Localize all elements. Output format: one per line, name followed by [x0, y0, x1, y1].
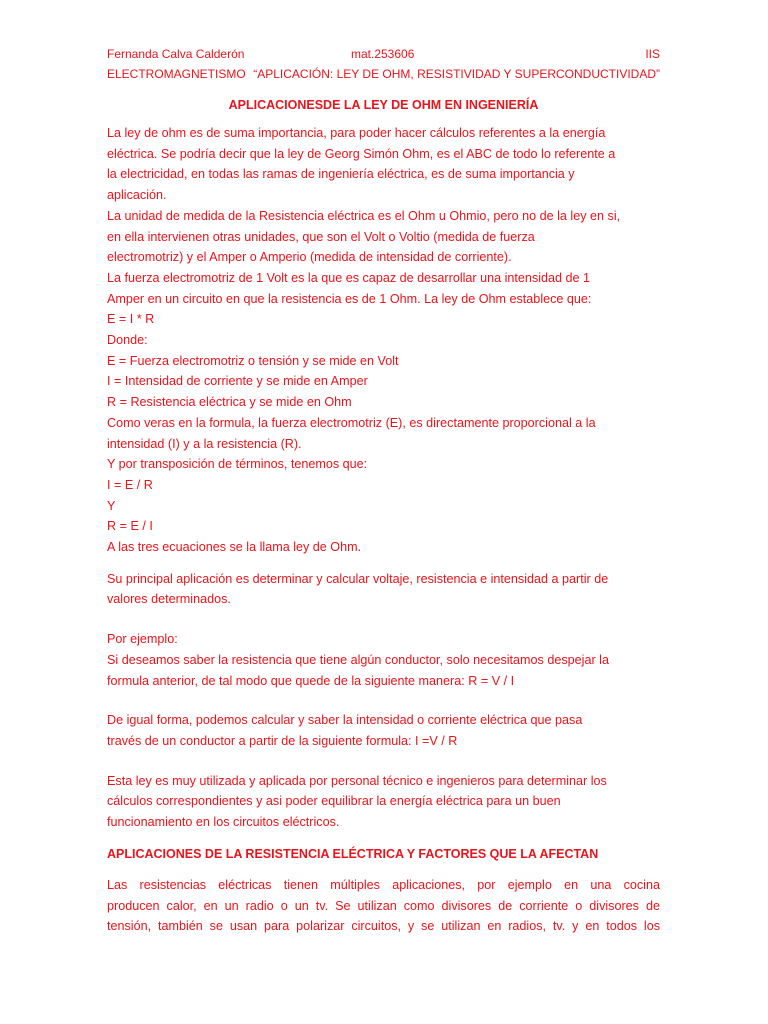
- subject: ELECTROMAGNETISMO: [107, 67, 246, 81]
- usage-paragraph: [107, 771, 660, 833]
- body-line: De igual forma, podemos calcular y saber la intensidad o corriente eléctrica que pasa: [107, 713, 583, 728]
- example-paragraph: [107, 629, 660, 691]
- body-line: la electricidad, en todas las ramas de ingeniería eléctrica, es de suma importancia y: [107, 167, 575, 182]
- section-1-body: [107, 123, 660, 558]
- body-line: eléctrica. Se podría decir que la ley de Georg Simón Ohm, es el ABC de todo lo referente a: [107, 146, 616, 161]
- formula-line: I = E / R: [107, 477, 153, 492]
- body-line: Por ejemplo:: [107, 632, 178, 647]
- body-line: Si deseamos saber la resistencia que tiene algún conductor, solo necesitamos despejar la: [107, 652, 609, 667]
- body-line: La unidad de medida de la Resistencia eléctrica es el Ohm u Ohmio, pero no de la ley en si,: [107, 208, 621, 223]
- header-row-1: [107, 44, 660, 64]
- body-line: Y: [107, 498, 116, 513]
- current-paragraph: [107, 710, 660, 751]
- body-line: Las resistencias eléctricas tienen múltiples aplicaciones, por ejemplo en una cocina: [107, 877, 660, 892]
- body-line: I = Intensidad de corriente y se mide en Amper: [107, 374, 368, 389]
- body-line: formula anterior, de tal modo que quede de la siguiente manera: R = V / I: [107, 673, 515, 688]
- body-line: electromotriz) y el Amper o Amperio (medida de intensidad de corriente).: [107, 250, 512, 265]
- topic-title: “APLICACIÓN: LEY DE OHM, RESISTIVIDAD Y SUPERCONDUCTIVIDAD”: [253, 67, 660, 81]
- body-line: Como veras en la formula, la fuerza electromotriz (E), es directamente proporcional a la: [107, 415, 596, 430]
- matricula: mat.253606: [351, 47, 415, 61]
- body-line: través de un conductor a partir de la siguiente formula: I =V / R: [107, 733, 458, 748]
- body-line: R = Resistencia eléctrica y se mide en Ohm: [107, 395, 352, 410]
- body-line: valores determinados.: [107, 592, 231, 607]
- section-2-title: APLICACIONES DE LA RESISTENCIA ELÉCTRICA Y FACTORES QUE LA AFECTAN: [107, 846, 599, 861]
- body-line: Donde:: [107, 333, 148, 348]
- body-line: producen calor, en un radio o un tv. Se utilizan como divisores de corriente o divisores de: [107, 898, 660, 913]
- section-2-body: [107, 875, 660, 937]
- group-code: IIS: [645, 47, 660, 61]
- body-line: intensidad (I) y a la resistencia (R).: [107, 436, 302, 451]
- author-name: Fernanda Calva Calderón: [107, 47, 245, 61]
- application-paragraph: [107, 569, 660, 610]
- body-line: A las tres ecuaciones se la llama ley de Ohm.: [107, 540, 362, 555]
- body-line: Y por transposición de términos, tenemos que:: [107, 457, 368, 472]
- body-line: funcionamiento en los circuitos eléctricos.: [107, 815, 340, 830]
- formula-line: E = I * R: [107, 312, 155, 327]
- document-page: [107, 44, 660, 937]
- body-line: aplicación.: [107, 188, 167, 203]
- body-line: en ella intervienen otras unidades, que son el Volt o Voltio (medida de fuerza: [107, 229, 535, 244]
- body-line: E = Fuerza electromotriz o tensión y se mide en Volt: [107, 353, 399, 368]
- body-line: La ley de ohm es de suma importancia, para poder hacer cálculos referentes a la energía: [107, 126, 606, 140]
- formula-line: R = E / I: [107, 519, 153, 534]
- body-line: Esta ley es muy utilizada y aplicada por personal técnico e ingenieros para determinar los: [107, 773, 607, 788]
- body-line: cálculos correspondientes y asi poder equilibrar la energía eléctrica para un buen: [107, 794, 561, 809]
- body-line: Amper en un circuito en que la resistencia es de 1 Ohm. La ley de Ohm establece que:: [107, 291, 592, 306]
- section-1-title: APLICACIONESDE LA LEY DE OHM EN INGENIERÍA: [228, 98, 539, 112]
- body-line: tensión, también se usan para polarizar circuitos, y se utilizan en radios, tv. y en todos los: [107, 919, 660, 934]
- header-row-2: [107, 64, 660, 84]
- body-line: La fuerza electromotriz de 1 Volt es la que es capaz de desarrollar una intensidad de 1: [107, 270, 591, 285]
- body-line: Su principal aplicación es determinar y calcular voltaje, resistencia e intensidad a partir de: [107, 571, 609, 586]
